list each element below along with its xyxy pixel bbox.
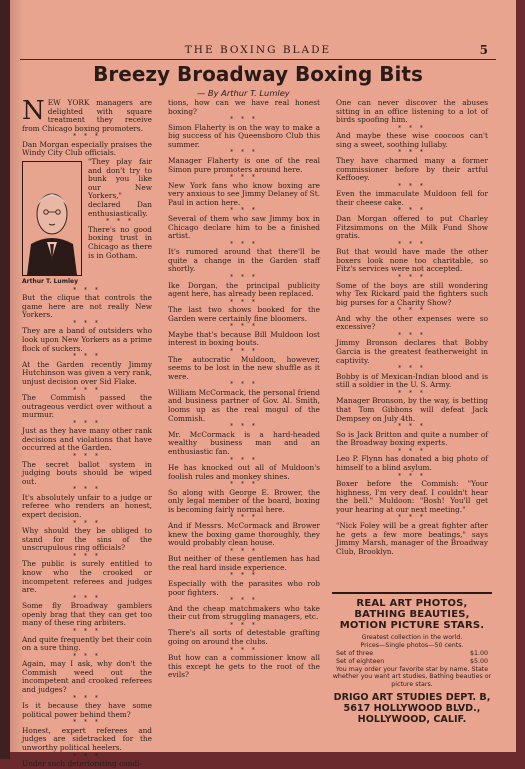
separator-stars: * * * xyxy=(398,331,426,339)
paragraph: The last two shows booked for the Garden were certainly fine bloomers. xyxy=(168,305,320,323)
price-value: $5.00 xyxy=(469,658,488,665)
separator-stars: * * * xyxy=(73,594,101,602)
lead-paragraph xyxy=(22,96,152,133)
separator-stars: * * * xyxy=(230,274,258,281)
separator-stars: * * * xyxy=(73,519,101,527)
paragraph: Just as they have many other rank decisions and violations that have occurred at the Garden. xyxy=(22,426,152,453)
paragraph: Ike Dorgan, the principal publicity agent here, has already been replaced. xyxy=(168,280,320,299)
separator-stars: * * * xyxy=(73,486,101,494)
paragraph: But neither of these gentlemen has had the real hard inside experience. xyxy=(168,554,320,572)
lead-text: EW YORK managers are delighted with square treatment they receive from Chicago boxing promoters. xyxy=(22,98,152,133)
separator-stars: * * * xyxy=(230,323,258,331)
article-column-1 xyxy=(22,96,152,769)
ad-divider xyxy=(332,592,492,594)
separator-stars: * * * xyxy=(398,182,426,190)
paragraph: So along with George E. Brower, the only legal member of the board, boxing is becoming fairly normal here. xyxy=(168,487,320,514)
paragraph: At the Garden recently Jimmy Hutchinson was given a very rank, unjust decision over Sid Flake. xyxy=(22,359,152,386)
price-row xyxy=(332,658,492,666)
paragraph: Several of them who saw Jimmy box in Chicago declare him to be a finished artist. xyxy=(168,213,320,241)
paragraph: They are a band of outsiders who look upon New Yorkers as a prime flock of suckers. xyxy=(22,326,152,353)
paragraph: Simon Flaherty is on the way to make a big success of his Queensboro Club this summer. xyxy=(168,122,320,149)
photo-advertisement xyxy=(332,592,492,725)
paragraph: Honest, expert referees and judges are sidetracked for the unworthy political heelers. xyxy=(22,725,152,752)
paragraph: Dan Morgan offered to put Charley Fitzsimmons on the Milk Fund Show gratis. xyxy=(336,213,488,241)
separator-stars: * * * xyxy=(398,274,426,281)
paragraph: Some of the boys are still wondering why Tex Rickard paid the fighters such big purses for a Charity Show? xyxy=(336,280,488,307)
paragraph: They have charmed many a former commissioner before by their artful Keffooey. xyxy=(336,155,488,183)
paragraph: There's no good boxing trust in Chicago as there is in Gotham. xyxy=(88,224,152,260)
man-portrait-icon xyxy=(23,162,81,275)
separator-stars: * * * xyxy=(230,572,258,580)
price-label: Set of three xyxy=(336,650,374,657)
ad-line: Prices—Single photos—50 cents. xyxy=(360,642,464,649)
separator-stars: * * * xyxy=(73,552,101,560)
separator-stars: * * * xyxy=(230,174,258,182)
paragraph: It's rumored around that there'll be quite a change in the Garden staff shortly. xyxy=(168,247,320,274)
separator-stars: * * * xyxy=(230,116,258,124)
separator-stars: * * * xyxy=(398,447,426,455)
paragraph: Is it because they have some political power behind them? xyxy=(22,701,152,719)
separator-stars: * * * xyxy=(73,719,101,727)
paragraph: Manager Flaherty is one of the real Simon pure promoters around here. xyxy=(168,155,320,174)
paragraph: Some fly Broadway gamblers openly brag that they can get too many of these ring arbiters. xyxy=(22,601,152,628)
separator-stars: * * * xyxy=(73,752,101,760)
paragraph: But how can a commissioner know all this except he gets to the root of the evils? xyxy=(168,653,320,680)
price-label: Set of eighteen xyxy=(336,658,385,665)
paragraph: There's all sorts of detestable grafting going on around the clubs. xyxy=(168,628,320,646)
magazine-title: THE BOXING BLADE xyxy=(184,44,332,56)
paragraph: He has knocked out all of Muldoon's foolish rules and monkey shines. xyxy=(168,463,320,481)
paragraph: But that would have made the other boxers look none too charitable, so Fitz's services were not accepted. xyxy=(336,247,488,274)
page-header xyxy=(20,44,496,60)
separator-stars: * * * xyxy=(230,298,258,306)
paragraph: The Commish passed the outrageous verdict over without a murmur. xyxy=(22,393,152,420)
paragraph: Under such deteriorating condi- xyxy=(22,759,142,769)
article-column-3 xyxy=(336,99,488,556)
paragraph: The secret ballot system in judging bouts should be wiped out. xyxy=(22,459,152,486)
paragraph: The autocratic Muldoon, however, seems to be lost in the new shuffle as it were. xyxy=(168,354,320,381)
paragraph: tions, how can we have real honest boxing? xyxy=(168,98,320,116)
paragraph: Even the immaculate Muldoon fell for their cheese cake. xyxy=(336,189,488,207)
paragraph: And the cheap matchmakers who take their cut from struggling managers, etc. xyxy=(168,603,320,622)
article-title: Breezy Broadway Boxing Bits xyxy=(93,62,423,86)
paragraph: Especially with the parasites who rob poor fighters. xyxy=(168,578,320,597)
separator-stars: * * * xyxy=(73,353,101,361)
separator-stars: * * * xyxy=(398,124,426,132)
ad-address: DRIGO ART STUDIES DEPT. B, 5617 HOLLYWOOD BLVD., HOLLYWOOD, CALIF. xyxy=(333,692,491,726)
separator-stars: * * * xyxy=(73,652,101,660)
paragraph: Bobby is of Mexican-Indian blood and is still a soldier in the U. S. Army. xyxy=(336,371,488,390)
separator-stars: * * * xyxy=(230,646,258,654)
separator-stars: * * * xyxy=(230,348,258,356)
paragraph: "Nick Foley will be a great fighter after he gets a few more beatings," says Jimmy Marsh, manager of the Broadway Club, Brooklyn. xyxy=(336,520,488,556)
paragraph: Maybe that's because Bill Muldoon lost interest in boxing bouts. xyxy=(168,329,320,348)
paragraph: "They play fair and don't try to bunk you like our New Yorkers," declared Dan enthusiastically. xyxy=(88,157,152,218)
paragraph: And maybe these wise coocoos can't sing a sweet, soothing lullaby. xyxy=(336,131,488,149)
paragraph: Leo P. Flynn has donated a big photo of himself to a blind asylum. xyxy=(336,454,488,472)
ad-headline: REAL ART PHOTOS, BATHING BEAUTIES, MOTION PICTURE STARS. xyxy=(339,598,485,631)
paragraph: It's absolutely unfair to a judge or referee who renders an honest, expert decision. xyxy=(22,492,152,520)
separator-stars: * * * xyxy=(230,423,258,431)
paragraph: New York fans who know boxing are very anxious to see Jimmy Delaney of St. Paul in action here. xyxy=(168,180,320,207)
portrait-caption: Arthur T. Lumley xyxy=(22,278,78,286)
separator-stars: * * * xyxy=(230,240,258,248)
separator-stars: * * * xyxy=(106,218,134,226)
separator-stars: * * * xyxy=(73,628,101,636)
paragraph: Mr. McCormack is a hard-headed wealthy business man and an enthusiastic fan. xyxy=(168,429,320,456)
paragraph: And quite frequently bet their coin on a sure thing. xyxy=(22,634,152,653)
drop-cap: N xyxy=(22,96,45,126)
paragraph: Dan Morgan especially praises the Windy City Club officials. xyxy=(22,139,152,158)
article-column-2 xyxy=(168,99,320,680)
separator-stars: * * * xyxy=(230,381,258,389)
separator-stars: * * * xyxy=(230,456,258,464)
separator-stars: * * * xyxy=(73,419,101,427)
paragraph: So is Jack Britton and quite a number of the Broadway boxing experts. xyxy=(336,429,488,448)
separator-stars: * * * xyxy=(230,547,258,555)
separator-stars: * * * xyxy=(398,207,426,215)
paragraph: The public is surely entitled to know who the crooked or incompetent referees and judges are. xyxy=(22,559,152,595)
separator-stars: * * * xyxy=(398,423,426,431)
separator-stars: * * * xyxy=(73,453,101,461)
separator-stars: * * * xyxy=(398,307,426,315)
price-row xyxy=(332,650,492,658)
separator-stars: * * * xyxy=(230,621,258,629)
separator-stars: * * * xyxy=(230,207,258,215)
paragraph: William McCormack, the personal friend and business partner of Gov. Al. Smith, looms up as the real mogul of the Commish. xyxy=(168,387,320,423)
separator-stars: * * * xyxy=(398,149,426,157)
separator-stars: * * * xyxy=(398,472,426,480)
separator-stars: * * * xyxy=(398,389,426,397)
paragraph: But the clique that controls the game here are not really New Yorkers. xyxy=(22,293,152,320)
paragraph: Again, may I ask, why don't the Commish weed out the incompetent and crooked referees and judges? xyxy=(22,659,152,695)
separator-stars: * * * xyxy=(230,514,258,522)
paragraph: Boxer before the Commish: "Your highness, I'm very deaf. I couldn't hear the bell." Muldoon: "Bosh! You'll get your hearing at our next meeting." xyxy=(336,479,488,514)
separator-stars: * * * xyxy=(73,694,101,702)
separator-stars: * * * xyxy=(73,319,101,327)
book-binding xyxy=(0,0,10,759)
separator-stars: * * * xyxy=(73,286,101,294)
separator-stars: * * * xyxy=(230,149,258,157)
ad-line: Greatest collection in the world. xyxy=(361,634,463,641)
separator-stars: * * * xyxy=(73,133,101,141)
separator-stars: * * * xyxy=(230,597,258,605)
author-portrait xyxy=(22,161,82,276)
price-value: $1.00 xyxy=(469,650,488,657)
paragraph: Why should they be obliged to stand for the sins of the unscrupulous ring officials? xyxy=(22,526,152,553)
separator-stars: * * * xyxy=(398,240,426,248)
separator-stars: * * * xyxy=(398,514,426,522)
separator-stars: * * * xyxy=(73,386,101,394)
ad-note: You may order your favorite star by name. State whether you want art studies, Bathing beauties or picture stars. xyxy=(332,666,492,688)
separator-stars: * * * xyxy=(230,481,258,489)
separator-stars: * * * xyxy=(398,365,426,373)
paragraph: And if Messrs. McCormack and Brower knew the boxing game thoroughly, they would probably clean house. xyxy=(168,520,320,548)
paragraph: One can never discover the abuses sitting in an office listening to a lot of birds spoofing him. xyxy=(336,98,488,125)
paragraph: Jimmy Bronson declares that Bobby Garcia is the greatest featherweight in captivity. xyxy=(336,338,488,365)
paragraph: Manager Bronson, by the way, is betting that Tom Gibbons will defeat Jack Dempsey on July 4th. xyxy=(336,396,488,423)
article-byline: — By Arthur T. Lumley xyxy=(197,88,290,98)
page-number: 5 xyxy=(479,43,488,57)
paragraph: And why the other expenses were so excessive? xyxy=(336,313,488,332)
